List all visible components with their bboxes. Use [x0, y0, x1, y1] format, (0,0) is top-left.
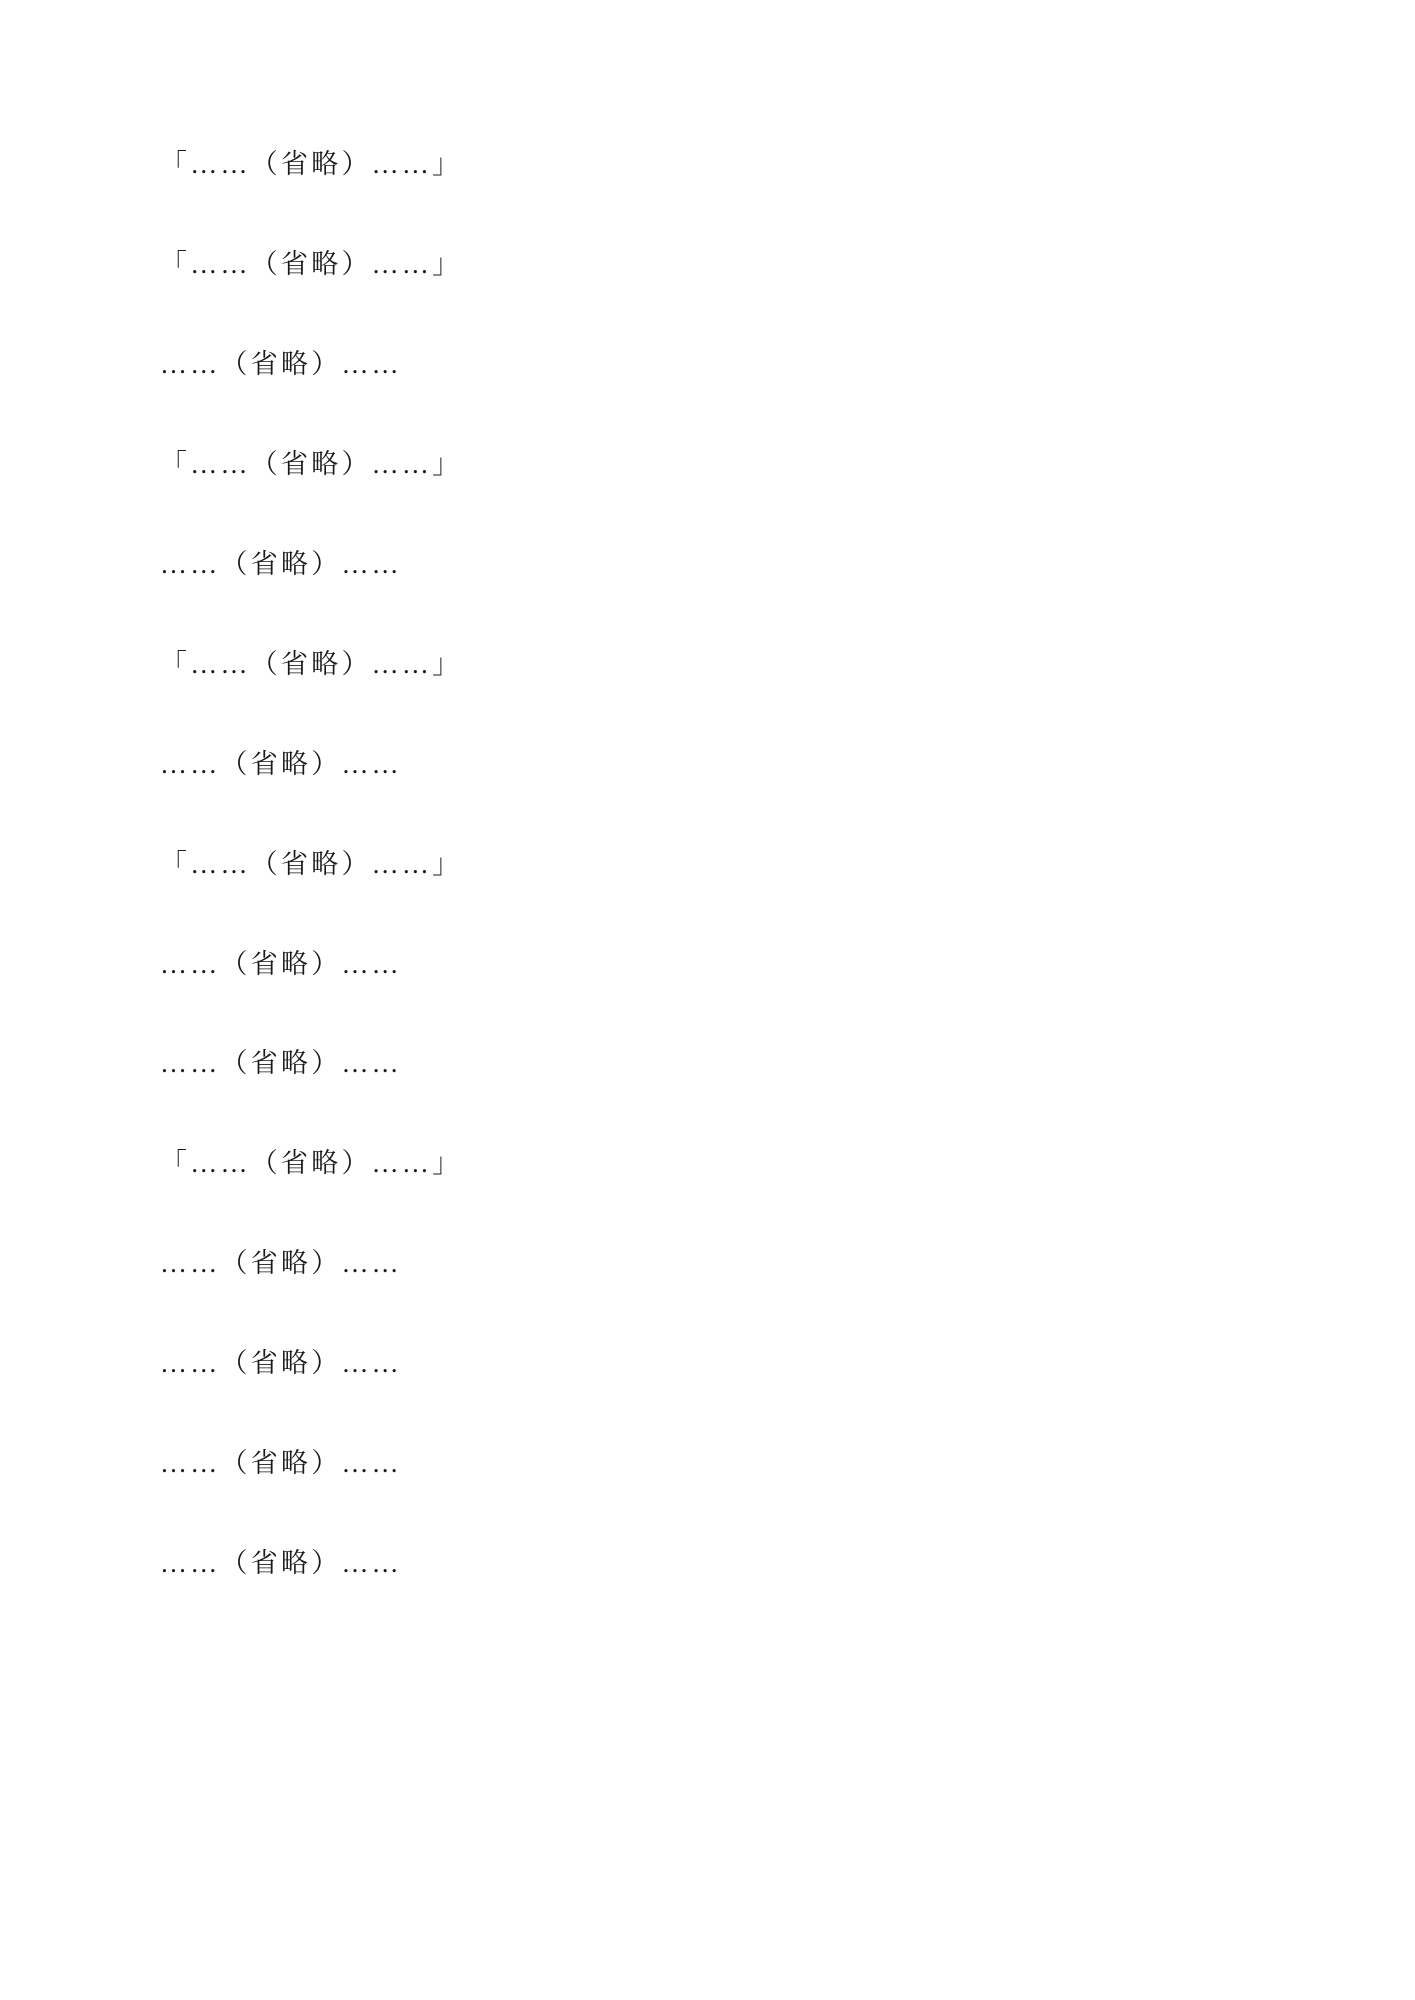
- paragraph: 「……（省略）……」: [160, 848, 463, 879]
- paragraph: 「……（省略）……」: [160, 448, 463, 479]
- paragraph: ……（省略）……: [160, 1548, 402, 1579]
- paragraph: ……（省略）……: [160, 1448, 402, 1479]
- paragraph: 「……（省略）……」: [160, 1148, 463, 1179]
- paragraph: ……（省略）……: [160, 948, 402, 979]
- paragraph: 「……（省略）……」: [160, 248, 463, 279]
- paragraph: ……（省略）……: [160, 1048, 402, 1079]
- paragraph: ……（省略）……: [160, 348, 402, 379]
- paragraph: ……（省略）……: [160, 1248, 402, 1279]
- paragraph: ……（省略）……: [160, 1348, 402, 1379]
- paragraph: ……（省略）……: [160, 748, 402, 779]
- paragraph: ……（省略）……: [160, 548, 402, 579]
- paragraph: 「……（省略）……」: [160, 648, 463, 679]
- paragraph: 「……（省略）……」: [160, 149, 463, 179]
- paragraph-container: [160, 140, 1255, 1589]
